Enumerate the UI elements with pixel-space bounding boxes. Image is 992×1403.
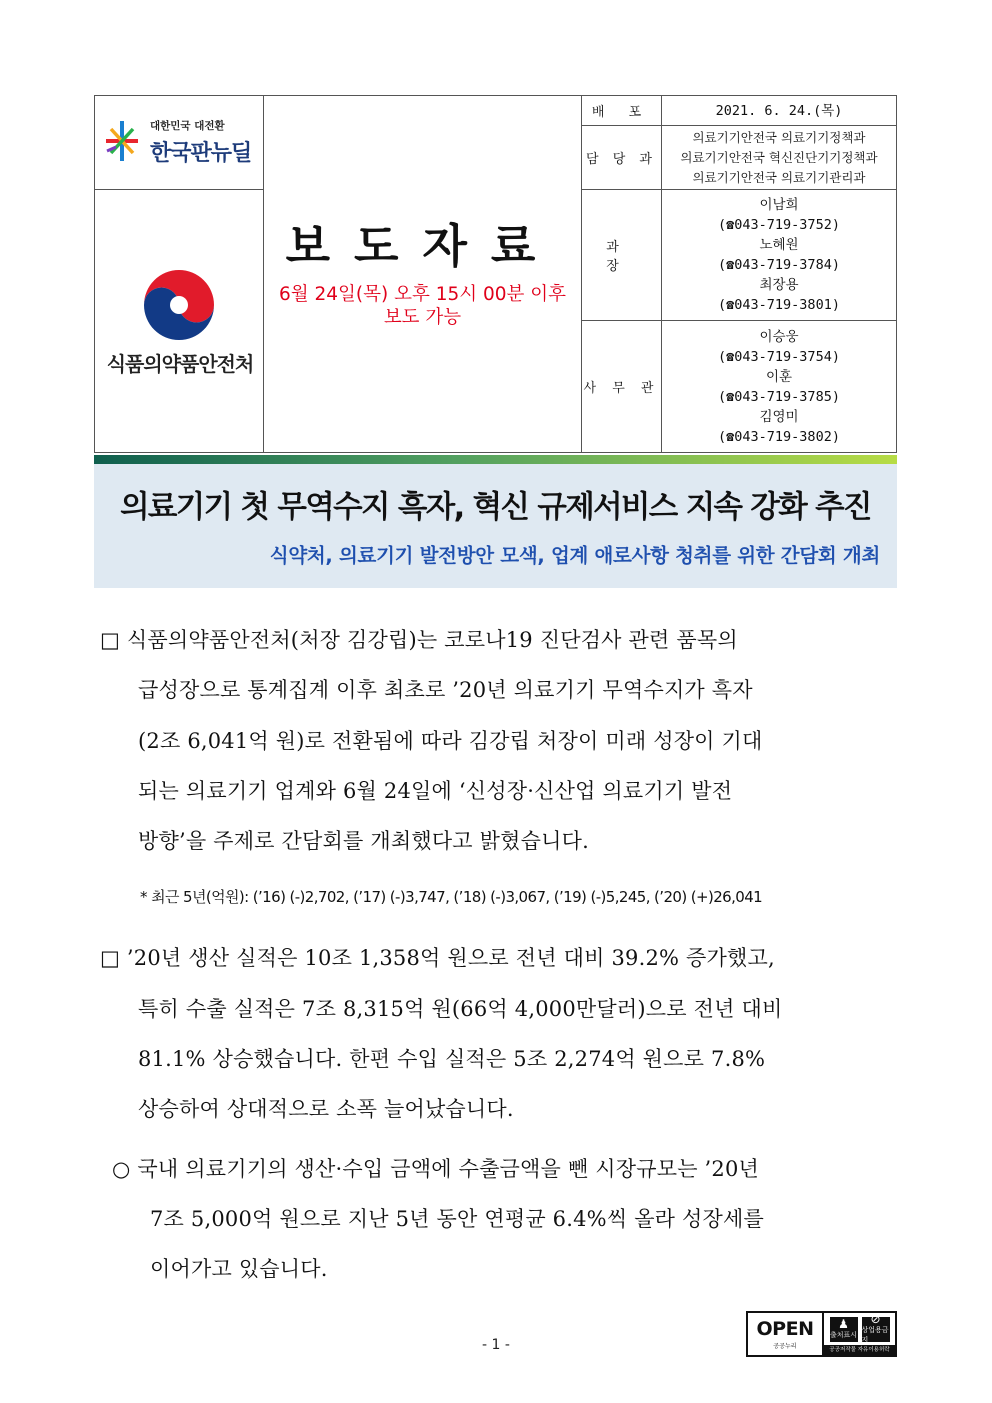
korea-new-deal-symbol-icon	[106, 121, 138, 161]
contact-name: 이남희	[759, 197, 799, 213]
contact-name: 김영미	[759, 408, 799, 425]
kogl-icon-row	[824, 1313, 895, 1345]
paragraph-line: (2조 6,041억 원)로 전환됨에 따라 김강립 처장이 미래 성장이 기대	[138, 729, 763, 753]
paragraph-line: □ 식품의약품안전처(처장 김강립)는 코로나19 진단검사 관련 품목의	[100, 628, 738, 652]
paragraph-line: ○ 국내 의료기기의 생산·수입 금액에 수출금액을 뺀 시장규모는 ’20년	[112, 1157, 760, 1181]
table-divider	[94, 189, 263, 190]
kogl-open-mark	[748, 1313, 824, 1355]
kogl-caption: 공공저작물 자유이용허락	[824, 1345, 895, 1355]
contact-phone: (☎043-719-3784)	[718, 257, 840, 273]
department-item: 의료기기안전국 혁신진단기기정책과	[680, 149, 878, 165]
non-commercial-label: 상업용금지	[861, 1326, 889, 1344]
director-label: 과 장	[606, 240, 637, 274]
contact-phone: (☎043-719-3785)	[718, 388, 840, 405]
taegeuk-emblem-icon	[140, 266, 218, 344]
contact-name: 이승웅	[759, 328, 799, 345]
attribution-icon: ♟ 출처표시	[830, 1317, 858, 1342]
contact-name: 노혜원	[759, 237, 799, 253]
paragraph-line: 7조 5,000억 원으로 지난 5년 동안 연평균 6.4%씩 올라 성장세를	[150, 1207, 764, 1231]
paragraph-line: 특히 수출 실적은 7조 8,315억 원(66억 4,000만달러)으로 전년 대비	[138, 997, 783, 1021]
director-contacts	[662, 190, 896, 320]
distribution-date: 2021. 6. 24.(목)	[715, 102, 843, 119]
contact-name: 최장용	[759, 277, 799, 293]
contact-name: 이훈	[765, 368, 793, 385]
paragraph-line: 급성장으로 통계집계 이후 최초로 ’20년 의료기기 무역수지가 흑자	[138, 678, 753, 702]
headline-subtitle: 식약처, 의료기기 발전방안 모색, 업계 애로사항 청취를 위한 간담회 개최	[269, 544, 880, 567]
paragraph-line: 상승하여 상대적으로 소폭 늘어났습니다.	[138, 1097, 514, 1121]
department-label: 담 당 과	[586, 152, 657, 167]
korea-new-deal-tagline: 대한민국 대전환	[150, 120, 225, 132]
trade-balance-footnote: * 최근 5년(억원): (’16) (-)2,702, (’17) (-)3,747, (’18) (-)3,067, (’19) (-)5,245, (’20) (+)26,041	[140, 888, 763, 906]
embargo-notice	[264, 283, 581, 329]
press-release-title: 보도자료	[285, 219, 560, 273]
attribution-label: 출처표시	[829, 1331, 858, 1339]
paragraph-line: 81.1% 상승했습니다. 한편 수입 실적은 5조 2,274억 원으로 7.8%	[138, 1047, 766, 1071]
kogl-license-badge	[746, 1311, 897, 1357]
distribution-label: 배 포	[591, 105, 652, 120]
headline-title: 의료기기 첫 무역수지 흑자, 혁신 규제서비스 지속 강화 추진	[120, 490, 871, 525]
officer-contacts	[662, 321, 896, 452]
contact-phone: (☎043-719-3801)	[718, 297, 840, 313]
department-item: 의료기기안전국 의료기기관리과	[692, 169, 866, 185]
department-item: 의료기기안전국 의료기기정책과	[692, 129, 866, 145]
page-number: - 1 -	[482, 1337, 510, 1353]
paragraph-line: 이어가고 있습니다.	[150, 1257, 328, 1281]
department-list	[662, 126, 896, 189]
korea-new-deal-name: 한국판뉴딜	[150, 141, 252, 166]
contact-phone: (☎043-719-3802)	[718, 428, 840, 445]
paragraph-line: □ ’20년 생산 실적은 10조 1,358억 원으로 전년 대비 39.2% 증가했고,	[100, 946, 775, 970]
paragraph-line: 되는 의료기기 업계와 6월 24일에 ‘신성장·신산업 의료기기 발전	[138, 779, 733, 803]
contact-phone: (☎043-719-3752)	[718, 217, 840, 233]
kogl-open-word: OPEN	[756, 1318, 814, 1340]
kogl-conditions	[824, 1313, 895, 1355]
embargo-line: 6월 24일(목) 오후 15시 00분 이후	[278, 284, 567, 305]
embargo-line: 보도 가능	[383, 307, 462, 328]
ministry-name: 식품의약품안전처	[106, 352, 254, 376]
kogl-sub: 공공누리	[773, 1343, 797, 1350]
paragraph-line: 방향’을 주제로 간담회를 개최했다고 밝혔습니다.	[138, 829, 589, 853]
contact-phone: (☎043-719-3754)	[718, 348, 840, 365]
non-commercial-icon: ⊘ 상업용금지	[861, 1312, 889, 1344]
officer-label: 사 무 관	[583, 381, 660, 396]
headline-accent-bar	[94, 455, 897, 464]
